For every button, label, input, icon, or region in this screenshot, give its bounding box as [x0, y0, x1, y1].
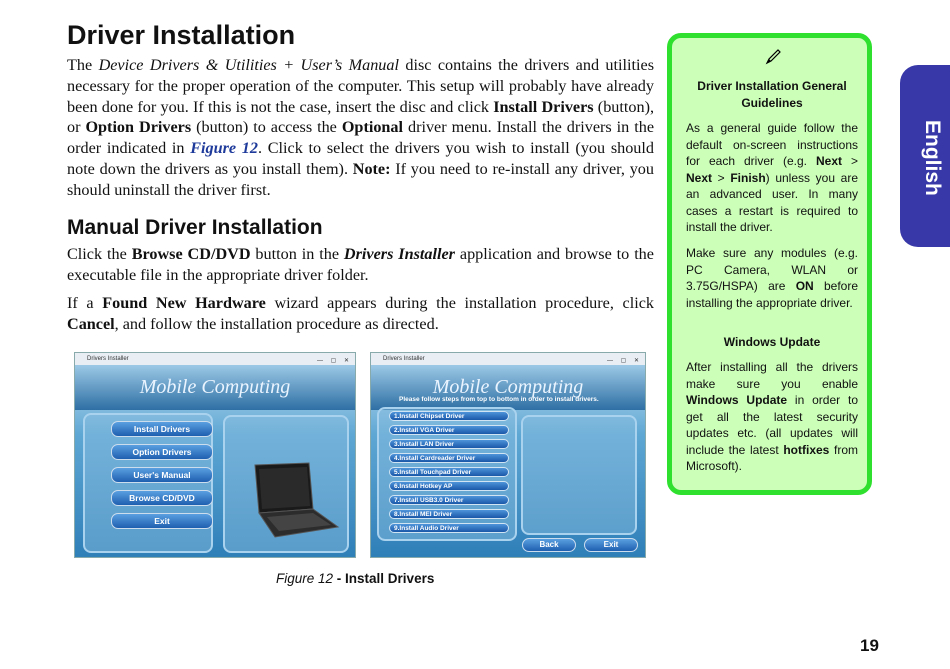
- driver-item-usb3[interactable]: 7.Install USB3.0 Driver: [389, 495, 509, 505]
- driver-item-cardreader[interactable]: 4.Install Cardreader Driver: [389, 453, 509, 463]
- windows-update-heading: Windows Update: [723, 335, 821, 349]
- install-drivers-term: Install Drivers: [493, 97, 594, 116]
- driver-item-vga[interactable]: 2.Install VGA Driver: [389, 425, 509, 435]
- text: driver menu. Install the drivers in the order indicated in: [67, 118, 655, 158]
- text: before installing the appropriate driver.: [686, 279, 858, 310]
- intro-paragraph: [67, 55, 654, 201]
- note-label: Note:: [352, 159, 391, 178]
- sidebar-heading: Driver Installation General Guidelines: [697, 79, 847, 110]
- install-drivers-button[interactable]: Install Drivers: [111, 421, 213, 437]
- text: >: [842, 154, 858, 168]
- text: application and browse to the executable file in the appropriate driver folder.: [67, 245, 654, 284]
- page-title: Driver Installation: [67, 20, 296, 50]
- window-controls[interactable]: — ▢ ✕: [316, 358, 352, 364]
- next-term: Next: [686, 170, 713, 185]
- manual-paragraph-2: [67, 293, 654, 335]
- window-title: Drivers Installer: [383, 356, 425, 362]
- figure-link[interactable]: Figure 12: [190, 139, 258, 158]
- hotfixes-term: hotfixes: [783, 442, 830, 457]
- option-drivers-term: Option Drivers: [85, 118, 192, 137]
- found-new-hardware-term: Found New Hardware: [102, 294, 266, 312]
- text: (button), or: [67, 97, 655, 137]
- figure-number: Figure 12: [276, 571, 334, 586]
- text: Click the: [67, 245, 132, 263]
- text: >: [712, 170, 731, 185]
- cancel-term: Cancel: [67, 314, 115, 333]
- driver-item-audio[interactable]: 9.Install Audio Driver: [389, 523, 509, 533]
- text: If a: [67, 294, 103, 312]
- figure-caption: [276, 571, 434, 586]
- exit-button[interactable]: Exit: [584, 538, 638, 552]
- sidebar-paragraph-3: [686, 359, 858, 475]
- section-heading: Manual Driver Installation: [67, 216, 323, 239]
- banner: Mobile Computing: [75, 365, 355, 410]
- text: disc contains the drivers and utilities necessary for the proper operation of the computer. This setup will probably have already been done for you. If this is not the case, insert the disc and click: [67, 56, 654, 116]
- window-titlebar: [371, 353, 645, 365]
- next-term: Next: [815, 154, 842, 168]
- caption-text: - Install Drivers: [333, 571, 435, 586]
- text: . Click to select the drivers you wish to install (you should note down the drivers as you install them).: [67, 139, 654, 178]
- text: As a general guide follow the default on-screen instructions for each driver (e.g.: [686, 121, 858, 168]
- driver-item-mei[interactable]: 8.Install MEI Driver: [389, 509, 509, 519]
- exit-button[interactable]: Exit: [111, 513, 213, 529]
- drivers-installer-screenshot-main: [74, 352, 356, 558]
- driver-item-hotkey[interactable]: 6.Install Hotkey AP: [389, 481, 509, 491]
- browse-term: Browse CD/DVD: [131, 245, 251, 263]
- windows-update-term: Windows Update: [686, 393, 788, 407]
- window-title: Drivers Installer: [87, 356, 129, 362]
- text: After installing all the drivers make sure you enable: [686, 360, 858, 391]
- window-controls[interactable]: — ▢ ✕: [606, 358, 642, 364]
- option-drivers-button[interactable]: Option Drivers: [111, 444, 213, 460]
- disc-name: Device Drivers & Utilities + User’s Manual: [98, 56, 399, 74]
- sidebar-paragraph-2: [686, 245, 858, 311]
- driver-item-lan[interactable]: 3.Install LAN Driver: [389, 439, 509, 449]
- text: ) unless you are an advanced user. In many cases a restart is required to install the driver.: [686, 170, 858, 234]
- text: , and follow the installation procedure as directed.: [114, 314, 439, 333]
- driver-item-touchpad[interactable]: 5.Install Touchpad Driver: [389, 467, 509, 477]
- window-titlebar: [75, 353, 355, 365]
- browse-cd-dvd-button[interactable]: Browse CD/DVD: [111, 490, 213, 506]
- text: in order to get all the latest security updates etc. (all updates will include the latest: [686, 393, 858, 457]
- text: wizard appears during the installation procedure, click: [265, 294, 654, 312]
- pencil-icon: [764, 48, 782, 66]
- drivers-installer-term: Drivers Installer: [343, 245, 455, 263]
- on-term: ON: [795, 279, 814, 293]
- preview-panel: [521, 415, 637, 535]
- text: If you need to re-install any driver, you should uninstall the driver first.: [67, 159, 654, 199]
- text: (button) to access the: [191, 118, 342, 137]
- text: from Microsoft).: [686, 442, 858, 473]
- text: The: [67, 56, 99, 74]
- banner: Mobile Computing: [371, 365, 645, 410]
- language-tab-label: English: [921, 120, 944, 196]
- sidebar-paragraph-1: [686, 120, 858, 236]
- back-button[interactable]: Back: [522, 538, 576, 552]
- manual-paragraph-1: [67, 244, 654, 286]
- optional-term: Optional: [341, 118, 404, 137]
- guidelines-sidebar: [667, 33, 872, 495]
- finish-term: Finish: [730, 170, 766, 185]
- text: Make sure any modules (e.g. PC Camera, WLAN or 3.75G/HSPA) are: [686, 246, 858, 293]
- page-number: 19: [860, 636, 879, 655]
- laptop-image: [235, 461, 340, 539]
- drivers-installer-screenshot-list: [370, 352, 646, 558]
- users-manual-button[interactable]: User's Manual: [111, 467, 213, 483]
- driver-item-chipset[interactable]: 1.Install Chipset Driver: [389, 411, 509, 421]
- instruction-text: Please follow steps from top to bottom in order to install drivers.: [399, 396, 599, 403]
- text: button in the: [250, 245, 344, 263]
- language-tab: [900, 65, 950, 247]
